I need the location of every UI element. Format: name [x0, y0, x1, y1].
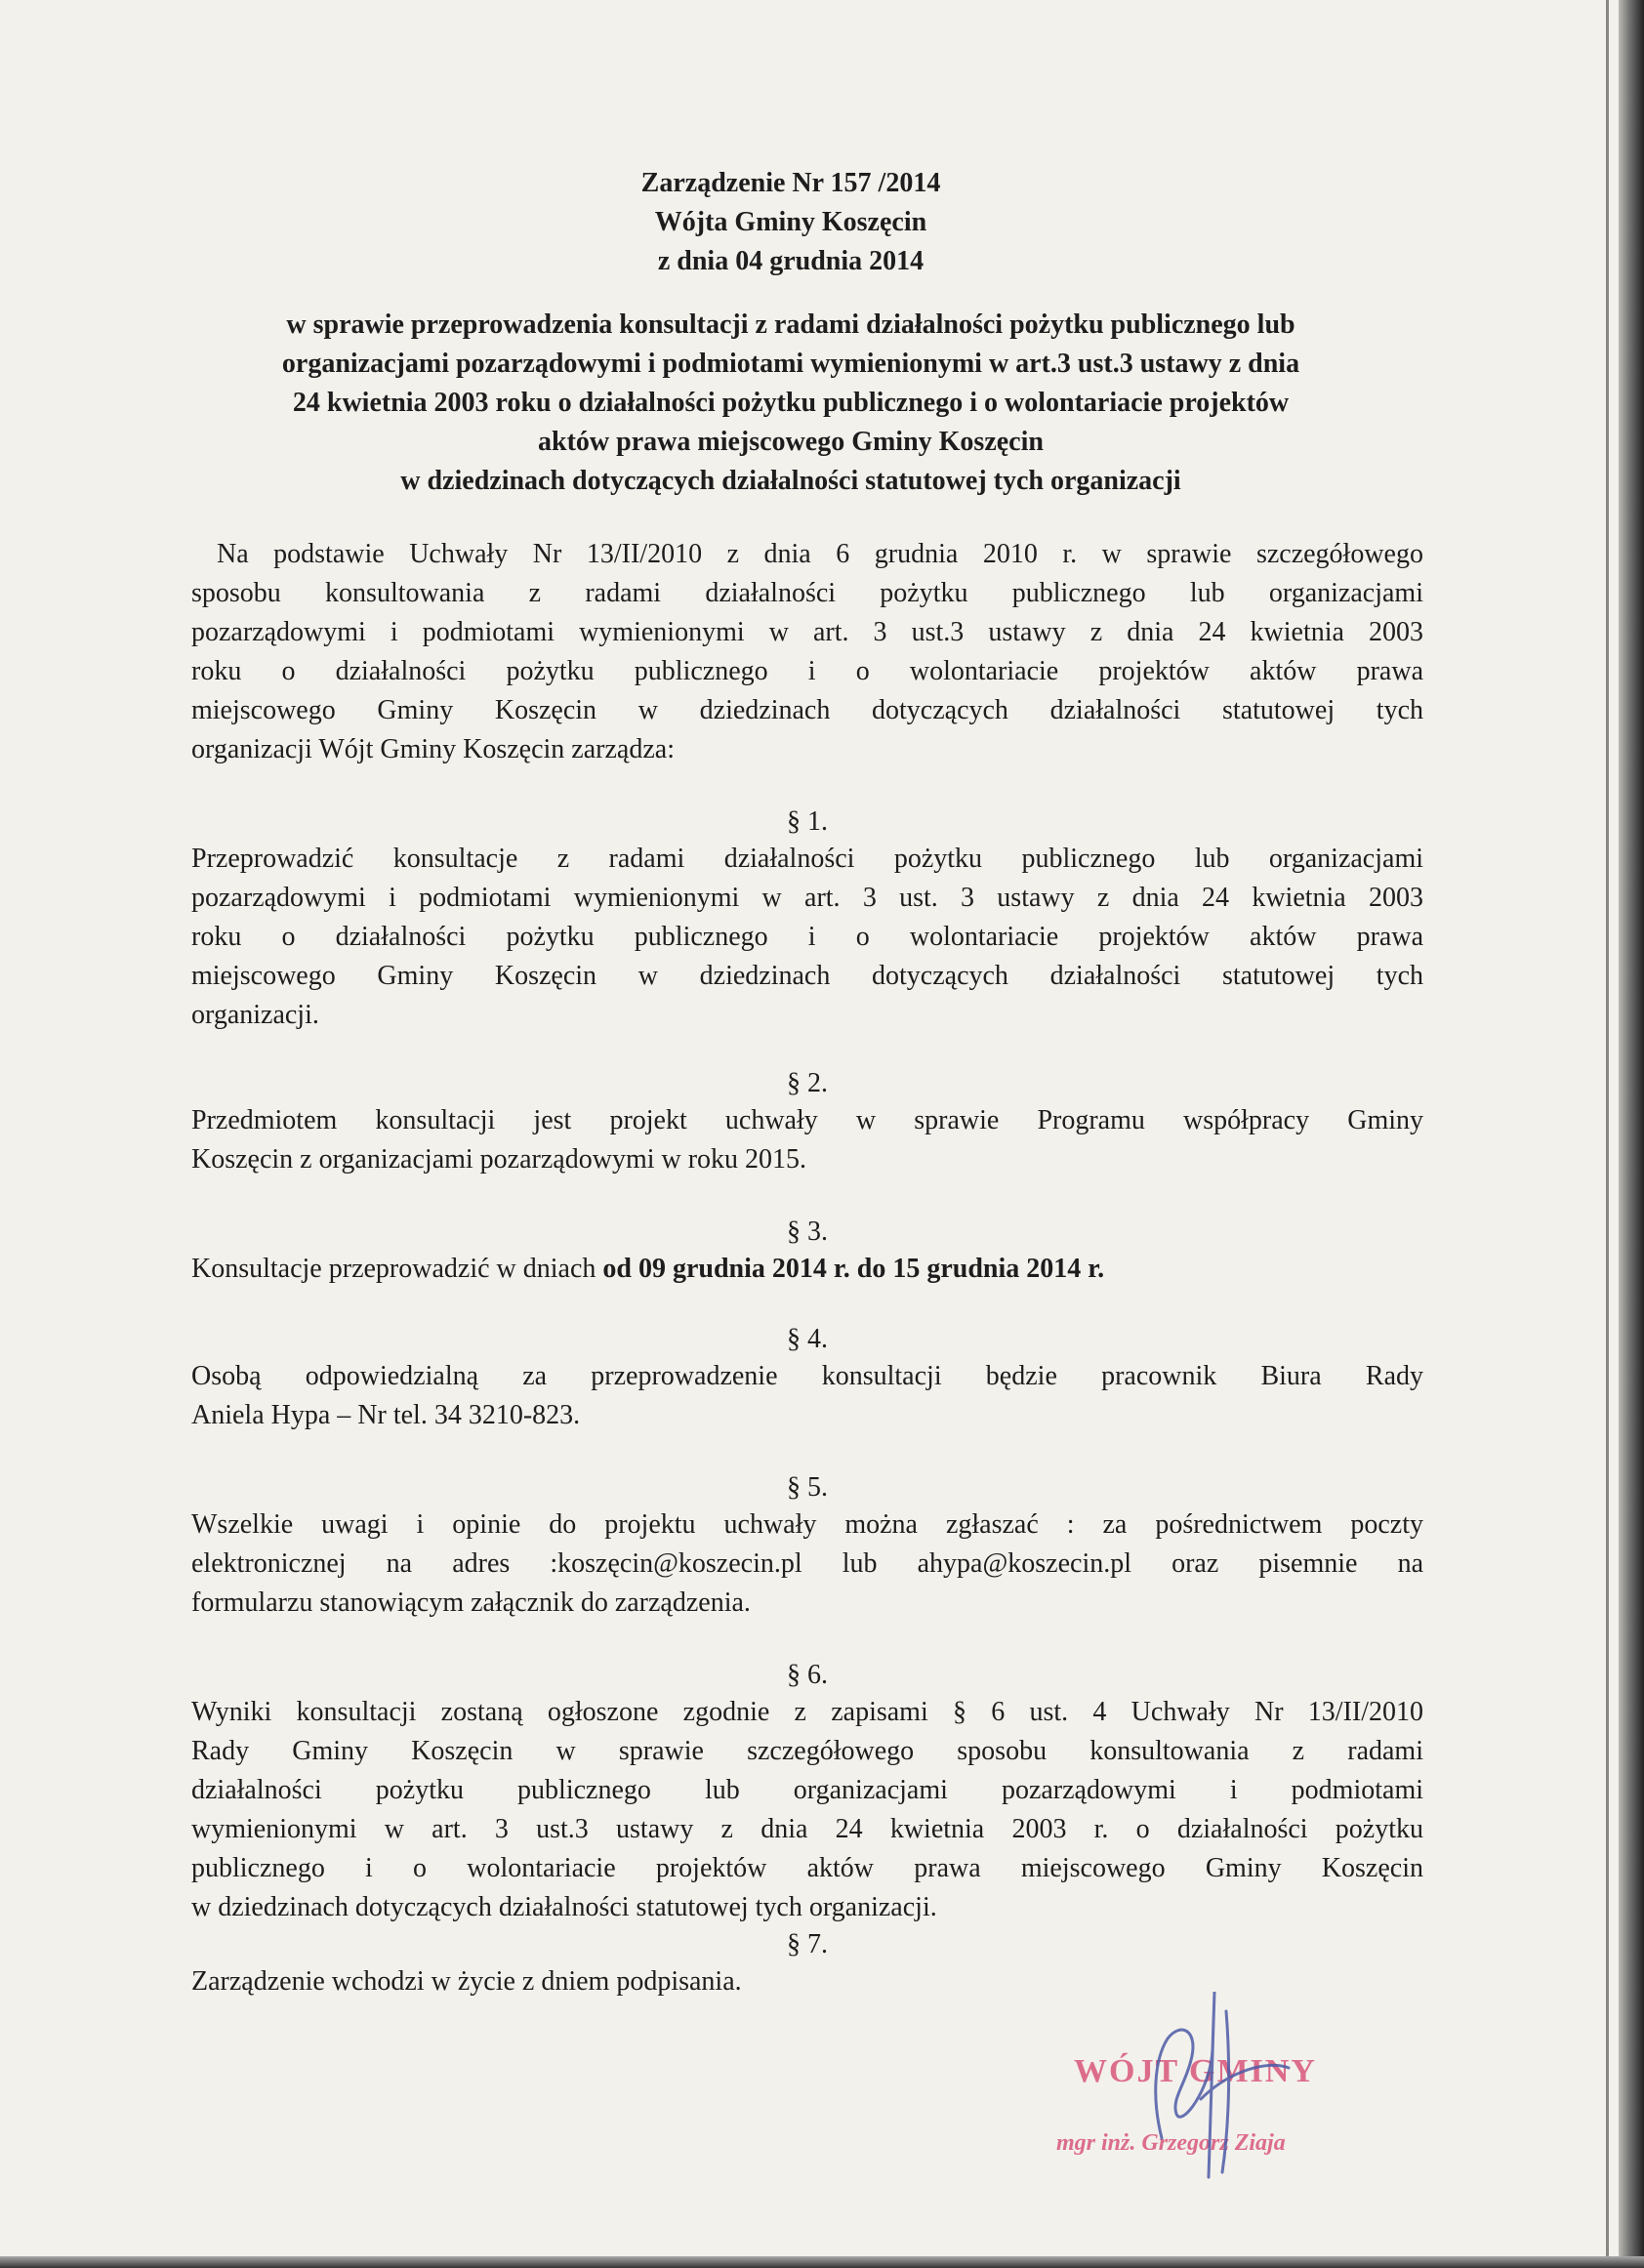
preamble-line: Na podstawie Uchwały Nr 13/II/2010 z dnia 6 grudnia 2010 r. w sprawie szczegółowego: [217, 539, 1423, 569]
section-6-line: w dziedzinach dotyczących działalności statutowej tych organizacji.: [191, 1892, 937, 1922]
title-line: z dnia 04 grudnia 2014: [657, 246, 925, 276]
preamble-line: miejscowego Gminy Koszęcin w dziedzinach dotyczących działalności statutowej tych: [191, 695, 1423, 725]
section-2-line: Koszęcin z organizacjami pozarządowymi w roku 2015.: [191, 1144, 807, 1175]
subject-line: aktów prawa miejscowego Gminy Koszęcin: [538, 427, 1044, 457]
section-3-dates: od 09 grudnia 2014 r. do 15 grudnia 2014 r.: [602, 1254, 1105, 1284]
subject-line: 24 kwietnia 2003 roku o działalności pożytku publicznego i o wolontariacie projektów: [292, 388, 1290, 418]
document-title: [166, 164, 1416, 281]
stamp-title: WÓJT GMINY: [1074, 2053, 1317, 2089]
section-1-line: roku o działalności pożytku publicznego i o wolontariacie projektów aktów prawa: [191, 922, 1423, 952]
subject-line: w dziedzinach dotyczących działalności statutowej tych organizacji: [400, 466, 1181, 496]
section-5-line: Wszelkie uwagi i opinie do projektu uchwały można zgłaszać : za pośrednictwem poczty: [191, 1509, 1423, 1540]
subject-line: organizacjami pozarządowymi i podmiotami wymienionymi w art.3 ust.3 ustawy z dnia: [281, 349, 1300, 379]
section-5-line: elektronicznej na adres :koszęcin@koszecin.pl lub ahypa@koszecin.pl oraz pisemnie na: [191, 1548, 1423, 1579]
section-6-mark: § 6.: [787, 1660, 828, 1690]
section-6-line: Wyniki konsultacji zostaną ogłoszone zgodnie z zapisami § 6 ust. 4 Uchwały Nr 13/II/2010: [191, 1697, 1423, 1727]
section-5-mark: § 5.: [787, 1472, 828, 1503]
section-3-line: [191, 1250, 1104, 1289]
section-1-line: miejscowego Gminy Koszęcin w dziedzinach dotyczących działalności statutowej tych: [191, 961, 1423, 991]
section-3-text: Konsultacje przeprowadzić w dniach: [191, 1254, 603, 1284]
preamble-line: organizacji Wójt Gminy Koszęcin zarządza:: [191, 734, 675, 764]
scan-edge-bottom: [0, 2256, 1644, 2268]
subject-line: w sprawie przeprowadzenia konsultacji z radami działalności pożytku publicznego lub: [286, 309, 1295, 340]
preamble-line: pozarządowymi i podmiotami wymienionymi w art. 3 ust.3 ustawy z dnia 24 kwietnia 2003: [191, 617, 1423, 647]
section-3-mark: § 3.: [787, 1216, 828, 1247]
section-6-line: Rady Gminy Koszęcin w sprawie szczegółowego sposobu konsultowania z radami: [191, 1736, 1423, 1766]
stamp-name: mgr inż. Grzegorz Ziaja: [1056, 2130, 1286, 2156]
section-6-line: wymienionymi w art. 3 ust.3 ustawy z dnia 24 kwietnia 2003 r. o działalności pożytku: [191, 1814, 1423, 1844]
section-2-line: Przedmiotem konsultacji jest projekt uchwały w sprawie Programu współpracy Gminy: [191, 1105, 1423, 1135]
section-1-line: Przeprowadzić konsultacje z radami działalności pożytku publicznego lub organizacjami: [191, 844, 1423, 874]
section-1-line: organizacji.: [191, 1000, 319, 1030]
section-4-mark: § 4.: [787, 1324, 828, 1354]
section-4-line: Aniela Hypa – Nr tel. 34 3210-823.: [191, 1400, 581, 1430]
signature-stamp: [1045, 1953, 1416, 2187]
section-7-line: Zarządzenie wchodzi w życie z dniem podpisania.: [191, 1966, 742, 1997]
title-line: Wójta Gminy Koszęcin: [654, 207, 927, 237]
section-6-line: działalności pożytku publicznego lub organizacjami pozarządowymi i podmiotami: [191, 1775, 1423, 1805]
section-6-line: publicznego i o wolontariacie projektów aktów prawa miejscowego Gminy Koszęcin: [191, 1853, 1423, 1883]
preamble-line: sposobu konsultowania z radami działalności pożytku publicznego lub organizacjami: [191, 578, 1423, 608]
scan-edge-right: [1619, 0, 1644, 2268]
section-1-line: pozarządowymi i podmiotami wymienionymi w art. 3 ust. 3 ustawy z dnia 24 kwietnia 2003: [191, 883, 1423, 913]
section-2-mark: § 2.: [787, 1068, 828, 1098]
section-7-mark: § 7.: [787, 1929, 828, 1959]
scan-edge-line: [1606, 0, 1609, 2268]
section-5-line: formularzu stanowiącym załącznik do zarządzenia.: [191, 1588, 751, 1618]
title-line: Zarządzenie Nr 157 /2014: [640, 168, 941, 198]
section-4-line: Osobą odpowiedzialną za przeprowadzenie konsultacji będzie pracownik Biura Rady: [191, 1361, 1423, 1391]
document-subject: [166, 306, 1416, 501]
preamble-line: roku o działalności pożytku publicznego i o wolontariacie projektów aktów prawa: [191, 656, 1423, 686]
section-1-mark: § 1.: [787, 806, 828, 837]
